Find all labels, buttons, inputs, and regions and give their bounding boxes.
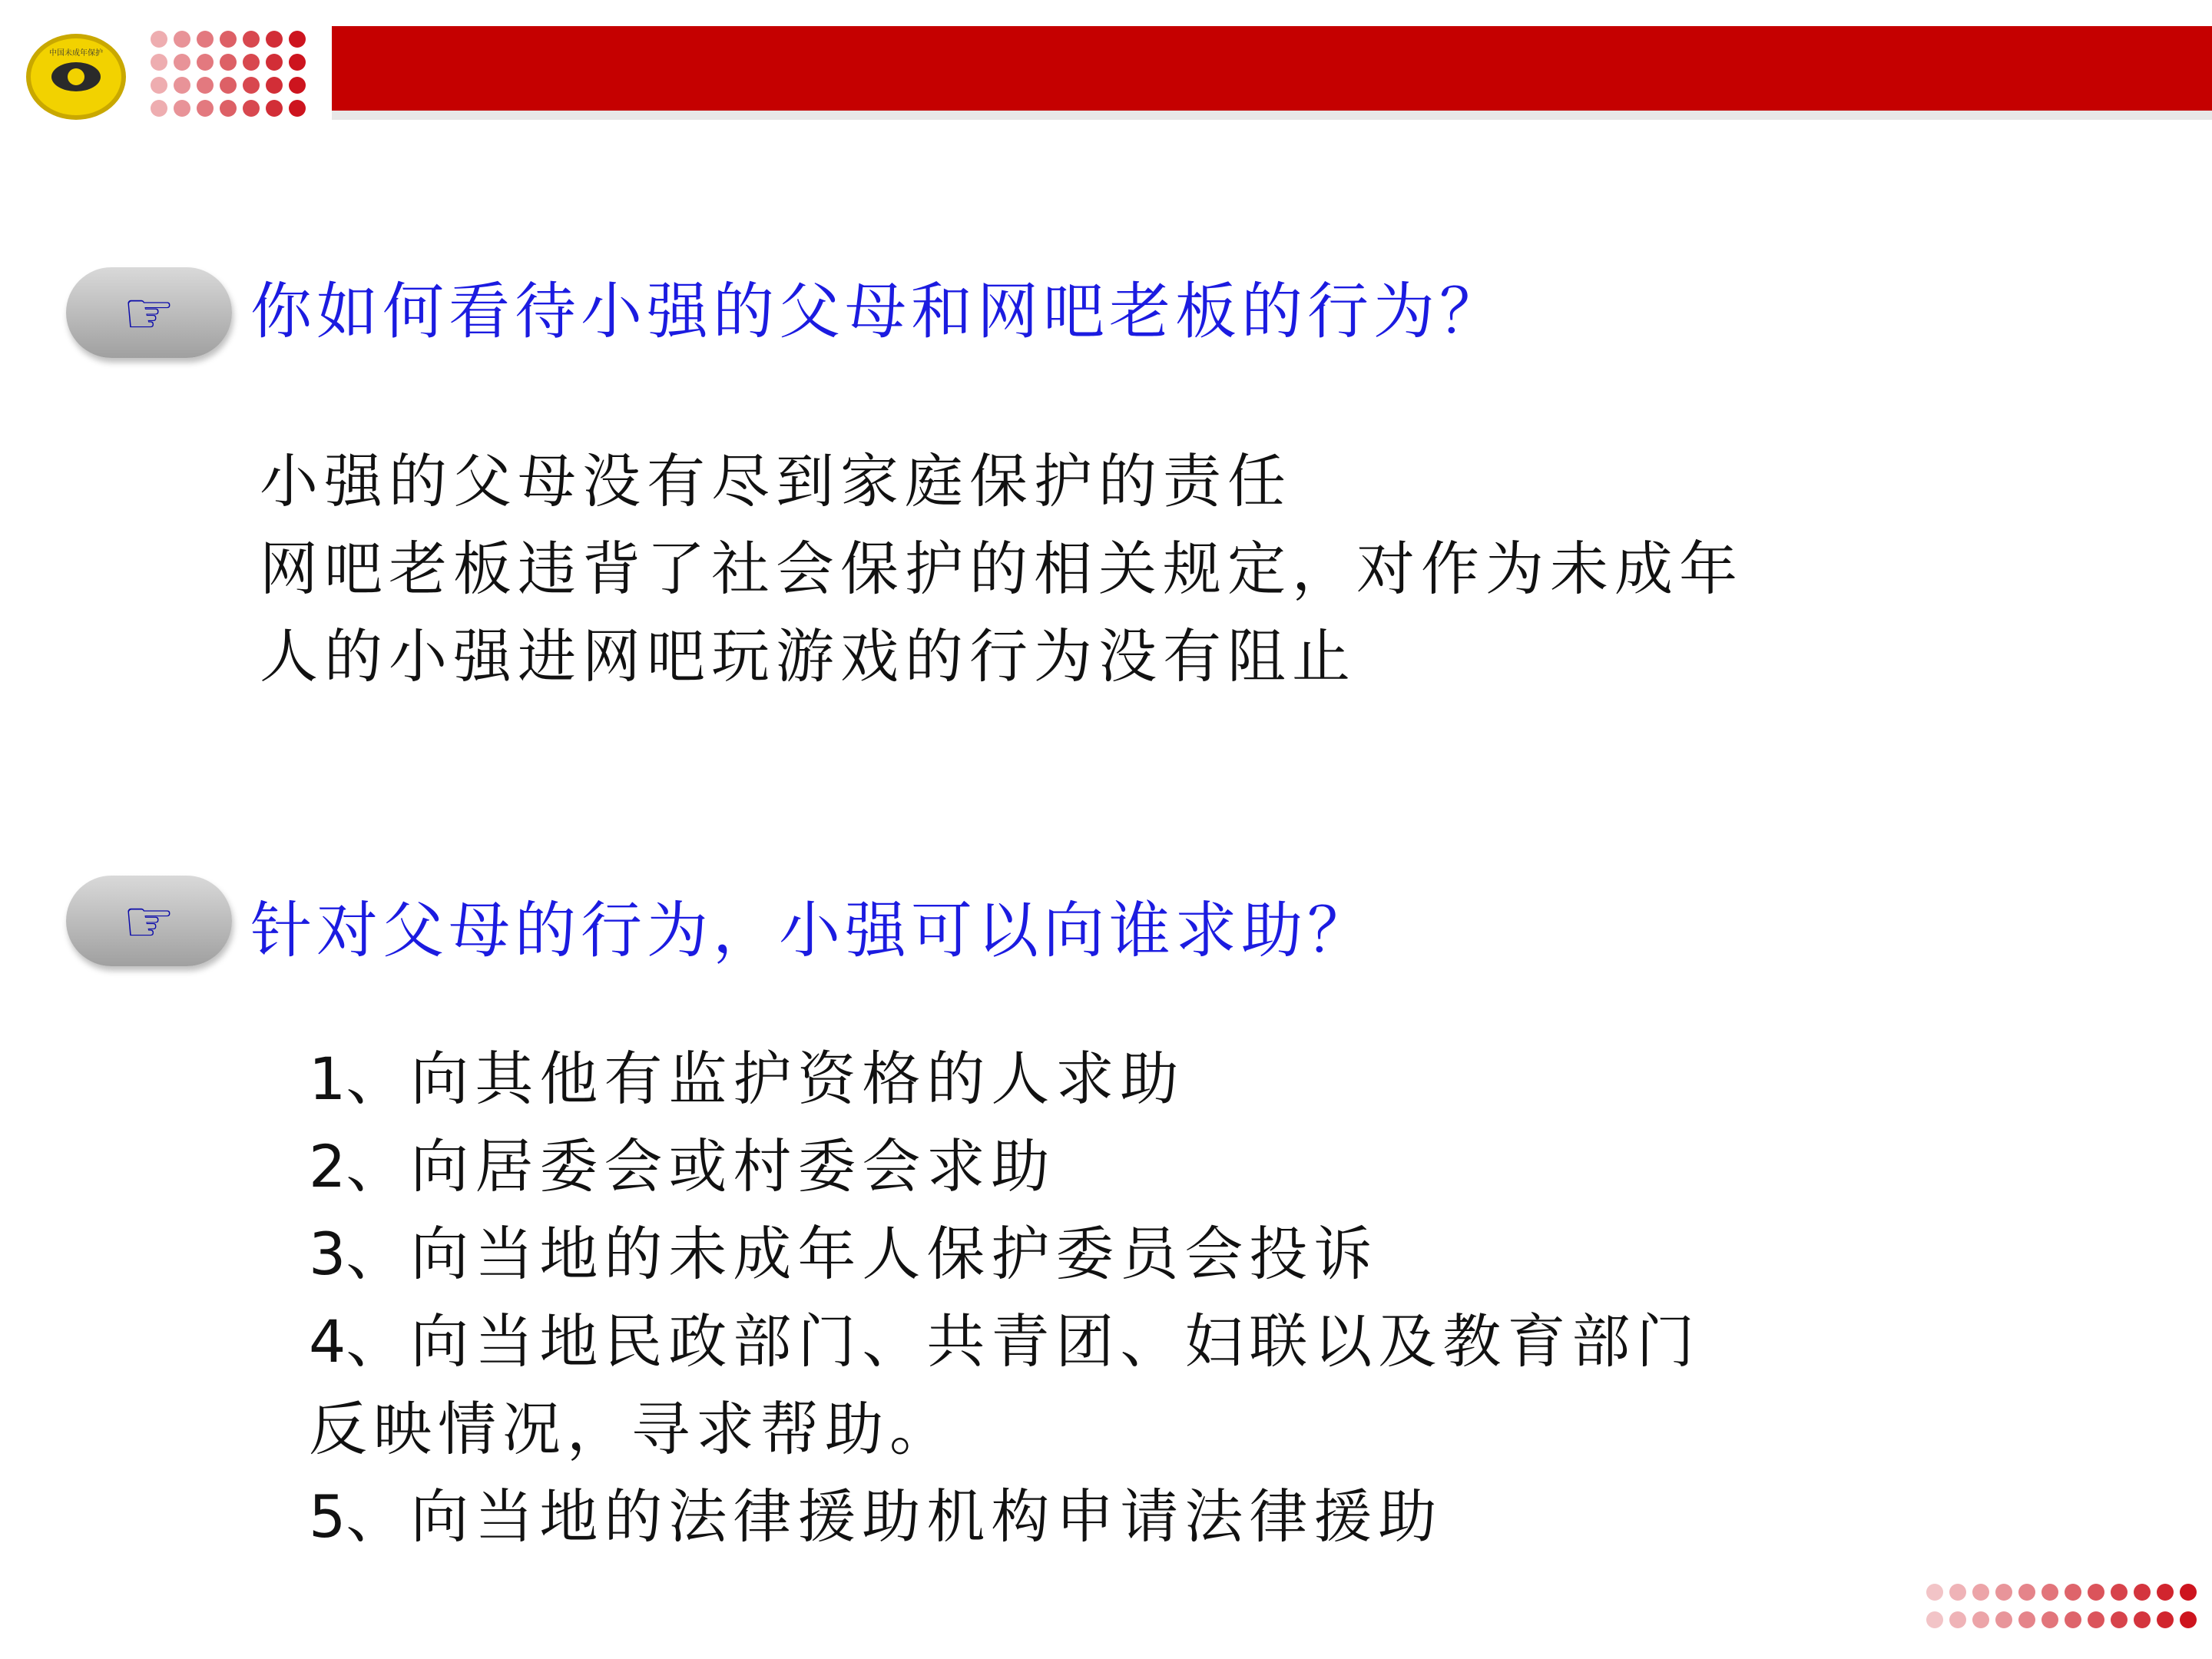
answer-line: 人的小强进网吧玩游戏的行为没有阻止: [260, 622, 1356, 690]
logo-seal: [26, 34, 126, 120]
decorative-dot: [197, 54, 214, 71]
decorative-dot: [2157, 1584, 2174, 1601]
eye-icon: [51, 62, 101, 91]
list-item: [309, 1473, 1700, 1561]
list-text: 、向其他有监护资格的人求助: [346, 1045, 1185, 1113]
decorative-dot: [197, 31, 214, 48]
decorative-dots-bottom: [1926, 1584, 2203, 1639]
decorative-dot: [220, 100, 237, 117]
pointing-hand-icon: ☞: [66, 876, 232, 966]
decorative-dot: [220, 31, 237, 48]
decorative-dot: [197, 100, 214, 117]
decorative-dot: [2041, 1584, 2058, 1601]
decorative-dot: [2134, 1584, 2151, 1601]
decorative-dot: [2134, 1611, 2151, 1628]
list-text: 、向当地民政部门、共青团、妇联以及教育部门: [346, 1307, 1701, 1376]
list-item: [309, 1298, 1700, 1386]
decorative-dot: [2088, 1611, 2104, 1628]
decorative-dot: [2157, 1611, 2174, 1628]
decorative-dot: [1926, 1611, 1943, 1628]
decorative-dot: [1949, 1611, 1966, 1628]
question-2: 针对父母的行为，小强可以向谁求助？: [250, 895, 1373, 966]
decorative-dot: [2180, 1611, 2197, 1628]
decorative-dot: [2088, 1584, 2104, 1601]
decorative-dot: [220, 54, 237, 71]
list-text: 反映情况，寻求帮助。: [309, 1395, 954, 1463]
decorative-dot: [2018, 1584, 2035, 1601]
decorative-dot: [174, 54, 190, 71]
header-red-bar: [332, 26, 2212, 111]
decorative-dot: [174, 77, 190, 94]
decorative-dot: [289, 54, 306, 71]
decorative-dot: [1995, 1611, 2012, 1628]
decorative-dot: [243, 54, 260, 71]
decorative-dot: [151, 31, 167, 48]
list-text: 、向当地的法律援助机构申请法律援助: [346, 1482, 1443, 1551]
list-number: 1: [309, 1045, 346, 1113]
list-number: 3: [309, 1220, 346, 1288]
decorative-dot: [243, 31, 260, 48]
decorative-dot: [2111, 1584, 2128, 1601]
decorative-dot: [243, 77, 260, 94]
decorative-dot: [151, 54, 167, 71]
decorative-dot: [197, 77, 214, 94]
list-number: 2: [309, 1132, 346, 1200]
list-item: [309, 1386, 1700, 1473]
decorative-dot: [2041, 1611, 2058, 1628]
decorative-dot: [151, 100, 167, 117]
help-list: [309, 1035, 1700, 1561]
decorative-dot: [2065, 1584, 2081, 1601]
list-item: [309, 1123, 1700, 1210]
answer-line: 网吧老板违背了社会保护的相关规定，对作为未成年: [260, 535, 1743, 603]
decorative-dot: [289, 77, 306, 94]
decorative-dot: [174, 31, 190, 48]
decorative-dots-top: [151, 31, 312, 123]
answer-1: [260, 438, 1743, 700]
list-item: [309, 1210, 1700, 1298]
decorative-dot: [289, 31, 306, 48]
decorative-dot: [220, 77, 237, 94]
decorative-dot: [266, 77, 283, 94]
decorative-dot: [151, 77, 167, 94]
answer-line: 小强的父母没有尽到家庭保护的责任: [260, 447, 1292, 515]
decorative-dot: [289, 100, 306, 117]
decorative-dot: [1995, 1584, 2012, 1601]
list-number: 5: [309, 1482, 346, 1551]
list-text: 、向当地的未成年人保护委员会投诉: [346, 1220, 1379, 1288]
header-bar-shadow: [332, 111, 2212, 120]
decorative-dot: [1972, 1584, 1989, 1601]
list-text: 、向居委会或村委会求助: [346, 1132, 1056, 1200]
decorative-dot: [1949, 1584, 1966, 1601]
decorative-dot: [266, 54, 283, 71]
question-1: 你如何看待小强的父母和网吧老板的行为？: [250, 276, 1505, 347]
decorative-dot: [2111, 1611, 2128, 1628]
pointing-hand-icon: ☞: [66, 267, 232, 358]
decorative-dot: [174, 100, 190, 117]
decorative-dot: [243, 100, 260, 117]
decorative-dot: [2065, 1611, 2081, 1628]
decorative-dot: [266, 31, 283, 48]
seal-text: 中国未成年保护: [49, 49, 103, 58]
decorative-dot: [2180, 1584, 2197, 1601]
decorative-dot: [2018, 1611, 2035, 1628]
decorative-dot: [1926, 1584, 1943, 1601]
list-number: 4: [309, 1307, 346, 1376]
list-item: [309, 1035, 1700, 1123]
decorative-dot: [1972, 1611, 1989, 1628]
decorative-dot: [266, 100, 283, 117]
